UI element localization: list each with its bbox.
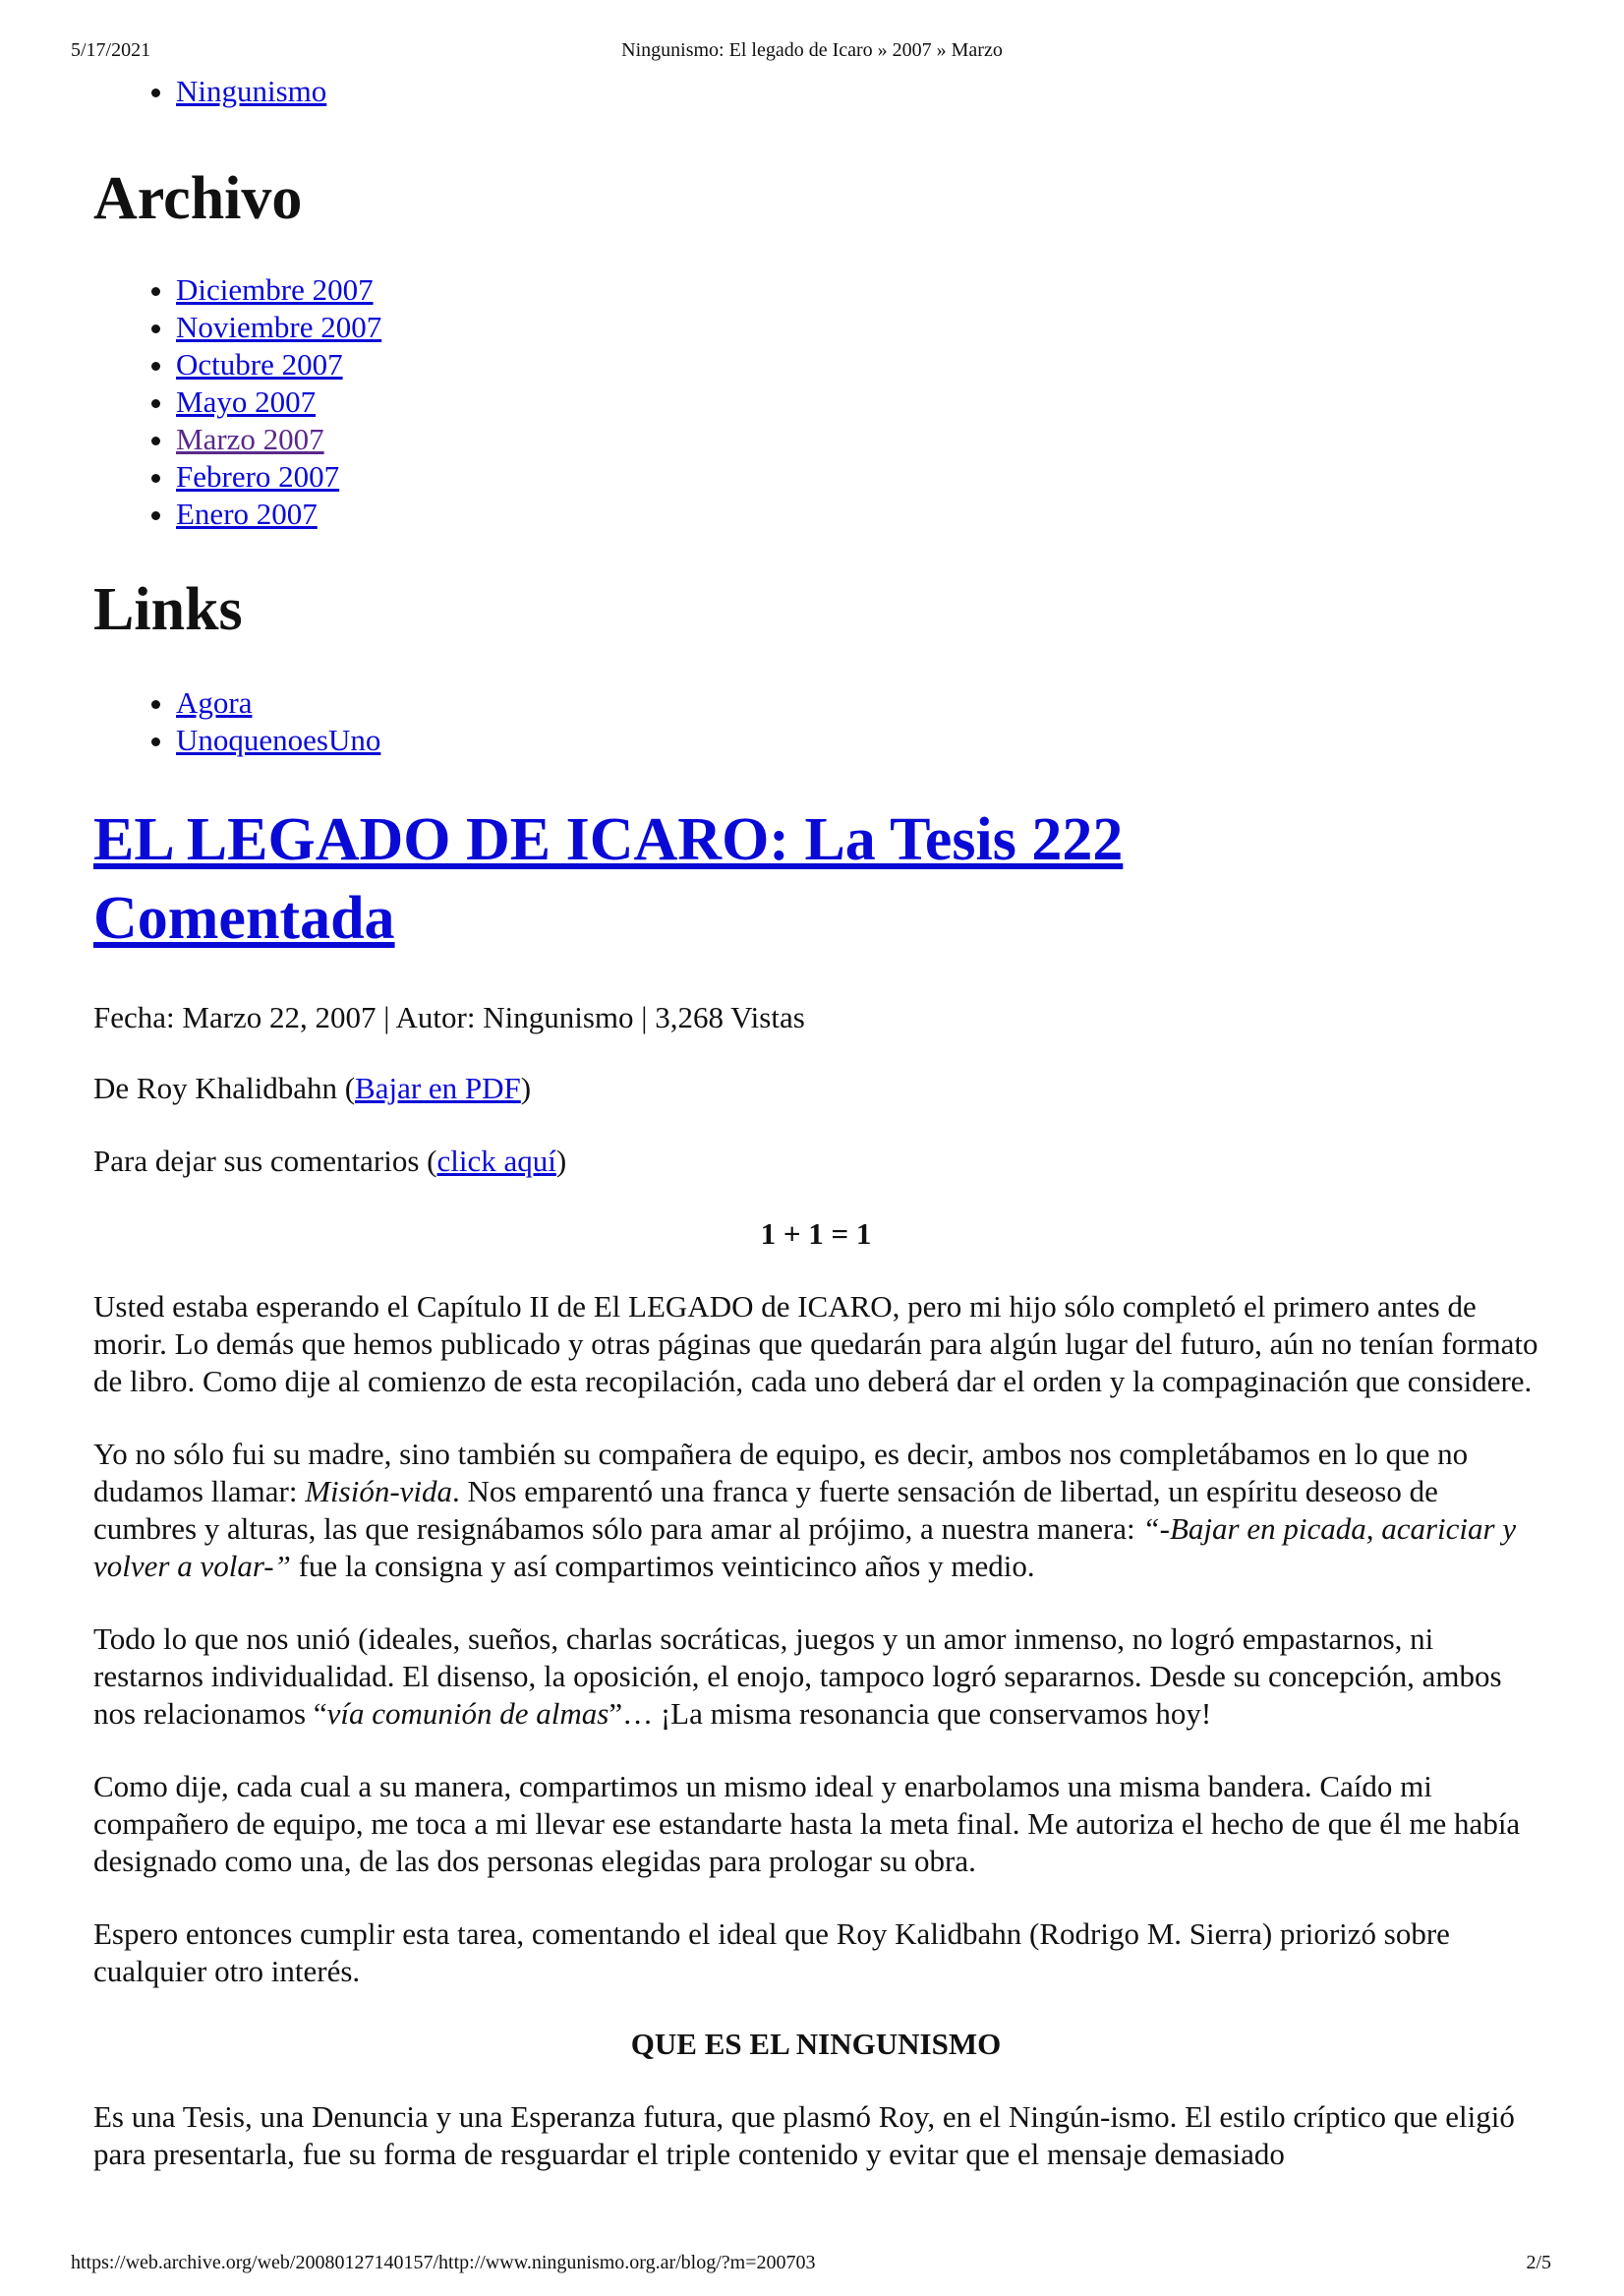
paragraph-5: Espero entonces cumplir esta tarea, comentando el ideal que Roy Kalidbahn (Rodrigo M. Sierra) priorizó sobre cualquier otro interés. [93, 1916, 1450, 1988]
byline-suffix: ) [520, 1071, 532, 1105]
paragraph-3-emphasis: vía comunión de almas [326, 1696, 609, 1731]
paragraph-3-text-a: Todo lo que nos unió (ideales, sueños, charlas socráticas, juegos y un amor inmenso, no logró empastarnos, ni restarnos individualidad. El disenso, la oposición, el enojo, tampoco logró separarnos. Desde su concepción, ambos nos relacionamos “ [93, 1621, 1502, 1731]
link-unoquenoesuno[interactable]: UnoquenoesUno [176, 723, 381, 757]
equation-heading: 1 + 1 = 1 [760, 1216, 872, 1251]
print-page-number: 2/5 [1526, 2252, 1551, 2273]
print-url: https://web.archive.org/web/20080127140157/http://www.ningunismo.org.ar/blog/?m=200703 [71, 2252, 816, 2273]
list-item [176, 346, 1538, 383]
print-date: 5/17/2021 [71, 39, 151, 61]
comments-prefix: Para dejar sus comentarios ( [93, 1144, 437, 1178]
list-item [176, 271, 1538, 309]
link-agora[interactable]: Agora [176, 685, 253, 720]
category-link-ningunismo[interactable]: Ningunismo [176, 74, 327, 108]
links-heading: Links [93, 576, 243, 643]
comments-link[interactable]: click aquí [436, 1144, 556, 1178]
paragraph-3-text-b: ”… ¡La misma resonancia que conservamos hoy! [609, 1696, 1212, 1731]
paragraph-2-text-a: Yo no sólo fui su madre, sino también su compañera de equipo, es decir, ambos nos completábamos en lo que no dudamos llamar: [93, 1437, 1469, 1508]
list-item [176, 383, 1538, 421]
paragraph-4: Como dije, cada cual a su manera, compartimos un mismo ideal y enarbolamos una misma bandera. Caído mi compañero de equipo, me toca a mi llevar ese estandarte hasta la meta final. Me autoriza el hecho de que él me había designado como una, de las dos personas elegidas para prologar su obra. [93, 1769, 1521, 1878]
archive-list [93, 271, 1538, 533]
archive-link[interactable]: Octubre 2007 [176, 347, 343, 382]
list-item [176, 684, 1538, 722]
comments-line [93, 1143, 1538, 1180]
comments-suffix: ) [555, 1144, 567, 1178]
list-item [176, 73, 1538, 110]
archive-link[interactable]: Mayo 2007 [176, 384, 317, 419]
list-item [176, 421, 1538, 458]
page-content [93, 73, 1538, 2208]
list-item [176, 458, 1538, 496]
post-title-line-2: Comentada [93, 885, 395, 952]
list-item [176, 722, 1538, 759]
post-title [93, 800, 1538, 958]
paragraph-3 [93, 1620, 1538, 1733]
paragraph-2 [93, 1436, 1538, 1585]
archive-link[interactable]: Enero 2007 [176, 497, 318, 531]
links-list [93, 684, 1538, 759]
archive-link[interactable]: Diciembre 2007 [176, 272, 374, 307]
section-heading: QUE ES EL NINGUNISMO [630, 2027, 1002, 2061]
archive-link[interactable]: Noviembre 2007 [176, 310, 382, 344]
download-pdf-link[interactable]: Bajar en PDF [355, 1071, 521, 1105]
byline-prefix: De Roy Khalidbahn ( [93, 1071, 356, 1105]
post-title-link[interactable] [93, 806, 1123, 952]
print-page-title: Ningunismo: El legado de Icaro » 2007 » Marzo [621, 39, 1003, 61]
paragraph-2-text-c: fue la consigna y así compartimos veinticinco años y medio. [290, 1549, 1035, 1583]
paragraph-2-text-b: . Nos emparentó una franca y fuerte sensación de libertad, un espíritu deseoso de cumbres y alturas, las que resignábamos sólo para amar al prójimo, a nuestra manera: [93, 1474, 1438, 1546]
paragraph-2-emphasis-2: “-Bajar en picada, acariciar y volver a volar-” [93, 1511, 1517, 1583]
list-item [176, 496, 1538, 533]
post-title-line-1: EL LEGADO DE ICARO: La Tesis 222 [93, 806, 1124, 873]
archive-heading: Archivo [93, 165, 303, 232]
list-item [176, 309, 1538, 346]
paragraph-6: Es una Tesis, una Denuncia y una Esperanza futura, que plasmó Roy, en el Ningún-ismo. El estilo críptico que eligió para presentarla, fue su forma de resguardar el triple contenido y evitar que el mensaje demasiado [93, 2099, 1515, 2171]
paragraph-1: Usted estaba esperando el Capítulo II de El LEGADO de ICARO, pero mi hijo sólo completó el primero antes de morir. Lo demás que hemos publicado y otras páginas que quedarán para algún lugar del futuro, aún no tenían formato de libro. Como dije al comienzo de esta recopilación, cada uno deberá dar el orden y la compaginación que considere. [93, 1289, 1538, 1398]
category-list [93, 73, 1538, 110]
archive-link[interactable]: Febrero 2007 [176, 459, 340, 494]
post-byline [93, 1070, 1538, 1107]
archive-link-current[interactable]: Marzo 2007 [176, 422, 324, 456]
paragraph-2-emphasis-1: Misión-vida [305, 1474, 453, 1508]
post-meta: Fecha: Marzo 22, 2007 | Autor: Ningunismo | 3,268 Vistas [93, 1000, 805, 1034]
